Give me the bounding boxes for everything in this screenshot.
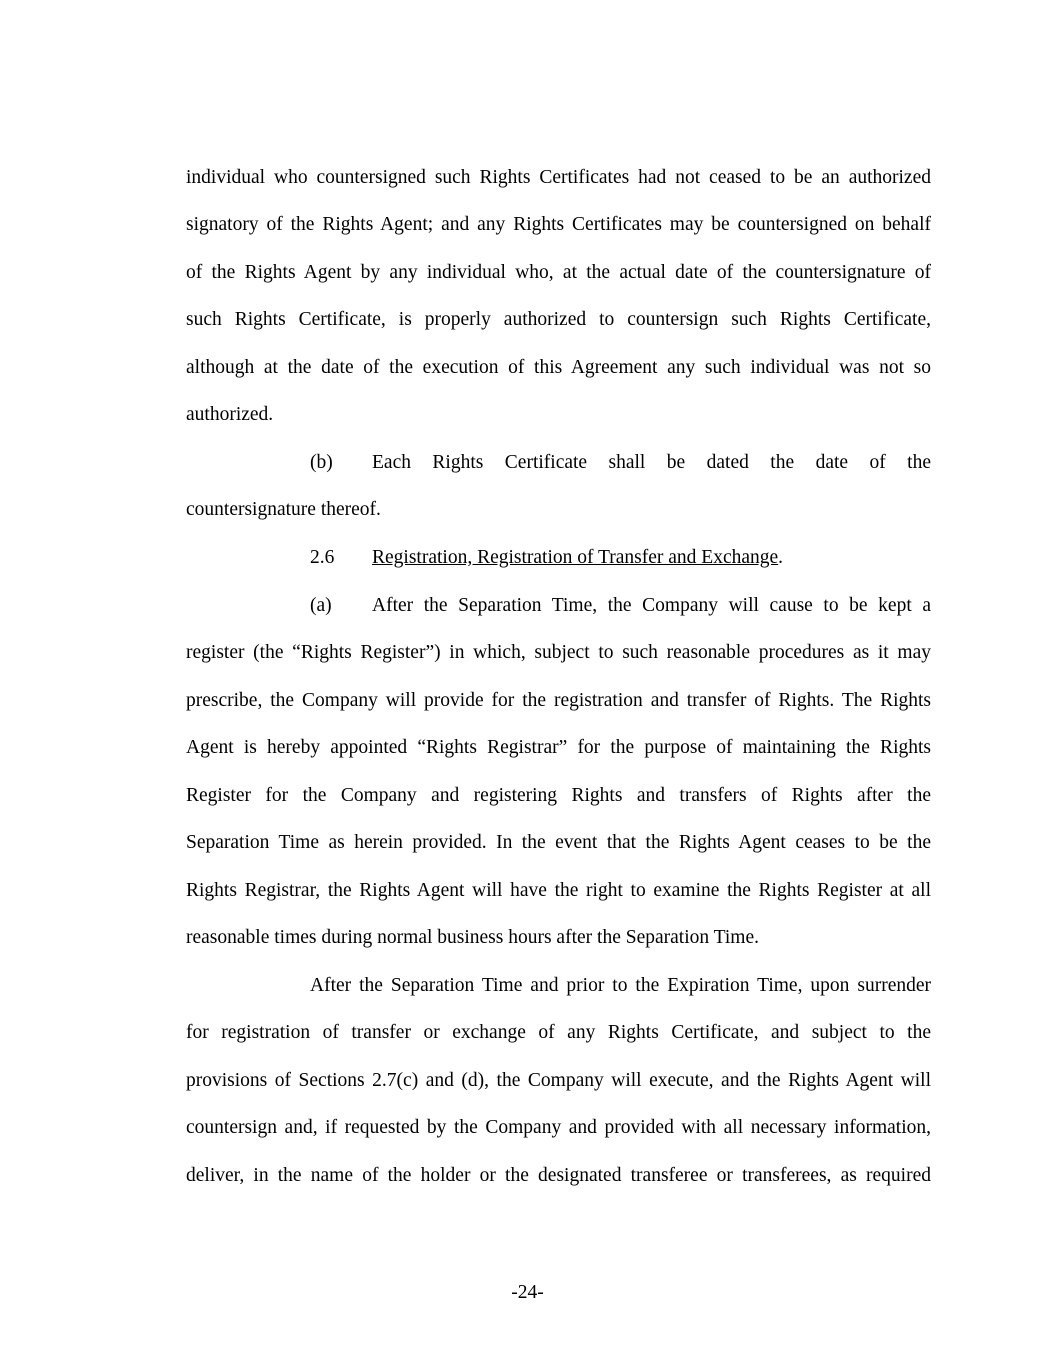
- section-title: Registration, Registration of Transfer and Exchange: [372, 547, 779, 568]
- paragraph-line: Rights Registrar, the Rights Agent will have the right to examine the Rights Register at all: [186, 880, 931, 901]
- paragraph-line: reasonable times during normal business hours after the Separation Time.: [186, 927, 759, 948]
- paragraph-line: of the Rights Agent by any individual who, at the actual date of the countersignature of: [186, 262, 931, 283]
- paragraph-line: Register for the Company and registering Rights and transfers of Rights after the: [186, 785, 931, 806]
- paragraph-line: although at the date of the execution of this Agreement any such individual was not so: [186, 357, 931, 378]
- paragraph-line: authorized.: [186, 404, 274, 425]
- paragraph-line: deliver, in the name of the holder or the designated transferee or transferees, as required: [186, 1165, 931, 1186]
- subsection-b-first-line: Each Rights Certificate shall be dated the date of the: [372, 452, 931, 473]
- paragraph-line: for registration of transfer or exchange of any Rights Certificate, and subject to the: [186, 1022, 931, 1043]
- page-number: -24-: [511, 1282, 544, 1303]
- paragraph-first-line: After the Separation Time and prior to the Expiration Time, upon surrender: [310, 975, 931, 996]
- subsection-a-first-line: After the Separation Time, the Company will cause to be kept a: [372, 595, 931, 616]
- paragraph-line: provisions of Sections 2.7(c) and (d), the Company will execute, and the Rights Agent will: [186, 1070, 931, 1091]
- subsection-label-b: (b): [310, 452, 333, 473]
- section-heading: [372, 543, 783, 573]
- paragraph-line: such Rights Certificate, is properly authorized to countersign such Rights Certificate,: [186, 309, 931, 330]
- paragraph-line: countersign and, if requested by the Company and provided with all necessary information,: [186, 1117, 931, 1138]
- paragraph-line: Agent is hereby appointed “Rights Registrar” for the purpose of maintaining the Rights: [186, 737, 931, 758]
- section-title-period: .: [778, 547, 784, 568]
- paragraph-line: individual who countersigned such Rights Certificates had not ceased to be an authorized: [186, 167, 931, 188]
- paragraph-line: signatory of the Rights Agent; and any Rights Certificates may be countersigned on behalf: [186, 214, 931, 235]
- paragraph-line: countersignature thereof.: [186, 499, 381, 520]
- section-number: 2.6: [310, 547, 335, 568]
- paragraph-line: Separation Time as herein provided. In the event that the Rights Agent ceases to be the: [186, 832, 931, 853]
- subsection-label-a: (a): [310, 595, 332, 616]
- paragraph-line: prescribe, the Company will provide for the registration and transfer of Rights. The Rights: [186, 690, 931, 711]
- paragraph-line: register (the “Rights Register”) in which, subject to such reasonable procedures as it may: [186, 642, 931, 663]
